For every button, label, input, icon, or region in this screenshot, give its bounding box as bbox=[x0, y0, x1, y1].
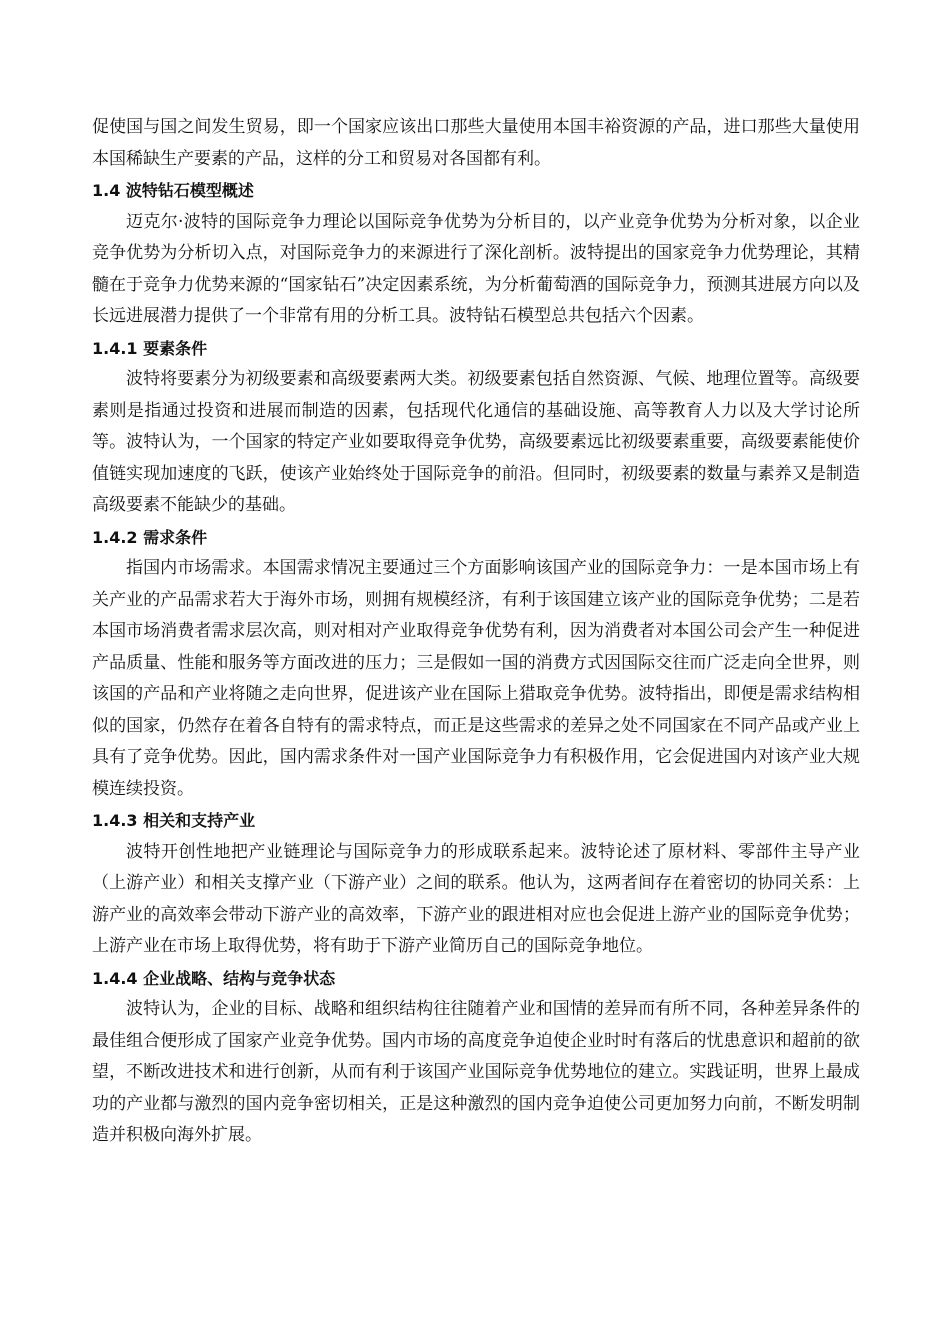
section-heading: 1.4.2 需求条件 bbox=[92, 527, 208, 547]
section-heading: 1.4.4 企业战略、结构与竞争状态 bbox=[92, 968, 336, 988]
section-porter-diamond-overview bbox=[92, 175, 860, 333]
document-body bbox=[92, 112, 860, 1152]
section-paragraph: 迈克尔·波特的国际竞争力理论以国际竞争优势为分析目的，以产业竞争优势为分析对象，以企业竞争优势为分析切入点，对国际竞争力的来源进行了深化剖析。波特提出的国家竞争力优势理论，其精髓在于竞争力优势来源的“国家钻石”决定因素系统，为分析葡萄酒的国际竞争力，预测其进展方向以及长远进展潜力提供了一个非常有用的分析工具。波特钻石模型总共包括六个因素。 bbox=[92, 211, 860, 326]
section-paragraph: 波特认为，企业的目标、战略和组织结构往往随着产业和国情的差异而有所不同，各种差异条件的最佳组合便形成了国家产业竞争优势。国内市场的高度竞争迫使企业时时有落后的忧患意识和超前的欲望，不断改进技术和进行创新，从而有利于该国产业国际竞争优势地位的建立。实践证明，世界上最成功的产业都与激烈的国内竞争密切相关，正是这种激烈的国内竞争迫使公司更加努力向前，不断发明制造并积极向海外扩展。 bbox=[92, 999, 860, 1145]
section-paragraph: 指国内市场需求。本国需求情况主要通过三个方面影响该国产业的国际竞争力：一是本国市场上有关产业的产品需求若大于海外市场，则拥有规模经济，有利于该国建立该产业的国际竞争优势；二是若本国市场消费者需求层次高，则对相对产业取得竞争优势有利，因为消费者对本国公司会产生一种促进产品质量、性能和服务等方面改进的压力；三是假如一国的消费方式因国际交往而广泛走向全世界，则该国的产品和产业将随之走向世界，促进该产业在国际上猎取竞争优势。波特指出，即便是需求结构相似的国家，仍然存在着各自特有的需求特点，而正是这些需求的差异之处不同国家在不同产品或产业上具有了竞争优势。因此，国内需求条件对一国产业国际竞争力有积极作用，它会促进国内对该产业大规模连续投资。 bbox=[92, 558, 860, 799]
section-firm-strategy-structure-rivalry bbox=[92, 963, 860, 1152]
section-heading: 1.4.1 要素条件 bbox=[92, 338, 208, 358]
section-demand-conditions bbox=[92, 522, 860, 806]
section-factor-conditions bbox=[92, 333, 860, 522]
intro-paragraph: 促使国与国之间发生贸易，即一个国家应该出口那些大量使用本国丰裕资源的产品，进口那些大量使用本国稀缺生产要素的产品，这样的分工和贸易对各国都有利。 bbox=[92, 117, 860, 169]
section-related-supporting-industries bbox=[92, 805, 860, 963]
section-heading: 1.4.3 相关和支持产业 bbox=[92, 811, 256, 830]
section-paragraph: 波特将要素分为初级要素和高级要素两大类。初级要素包括自然资源、气候、地理位置等。高级要素则是指通过投资和进展而制造的因素，包括现代化通信的基础设施、高等教育人力以及大学讨论所等。波特认为，一个国家的特定产业如要取得竞争优势，高级要素远比初级要素重要，高级要素能使价值链实现加速度的飞跃，使该产业始终处于国际竞争的前沿。但同时，初级要素的数量与素养又是制造高级要素不能缺少的基础。 bbox=[92, 369, 860, 515]
section-paragraph: 波特开创性地把产业链理论与国际竞争力的形成联系起来。波特论述了原材料、零部件主导产业（上游产业）和相关支撑产业（下游产业）之间的联系。他认为，这两者间存在着密切的协同关系：上游产业的高效率会带动下游产业的高效率，下游产业的跟进相对应也会促进上游产业的国际竞争优势；上游产业在市场上取得优势，将有助于下游产业简历自己的国际竞争地位。 bbox=[92, 841, 860, 956]
section-heading: 1.4 波特钻石模型概述 bbox=[92, 181, 254, 200]
